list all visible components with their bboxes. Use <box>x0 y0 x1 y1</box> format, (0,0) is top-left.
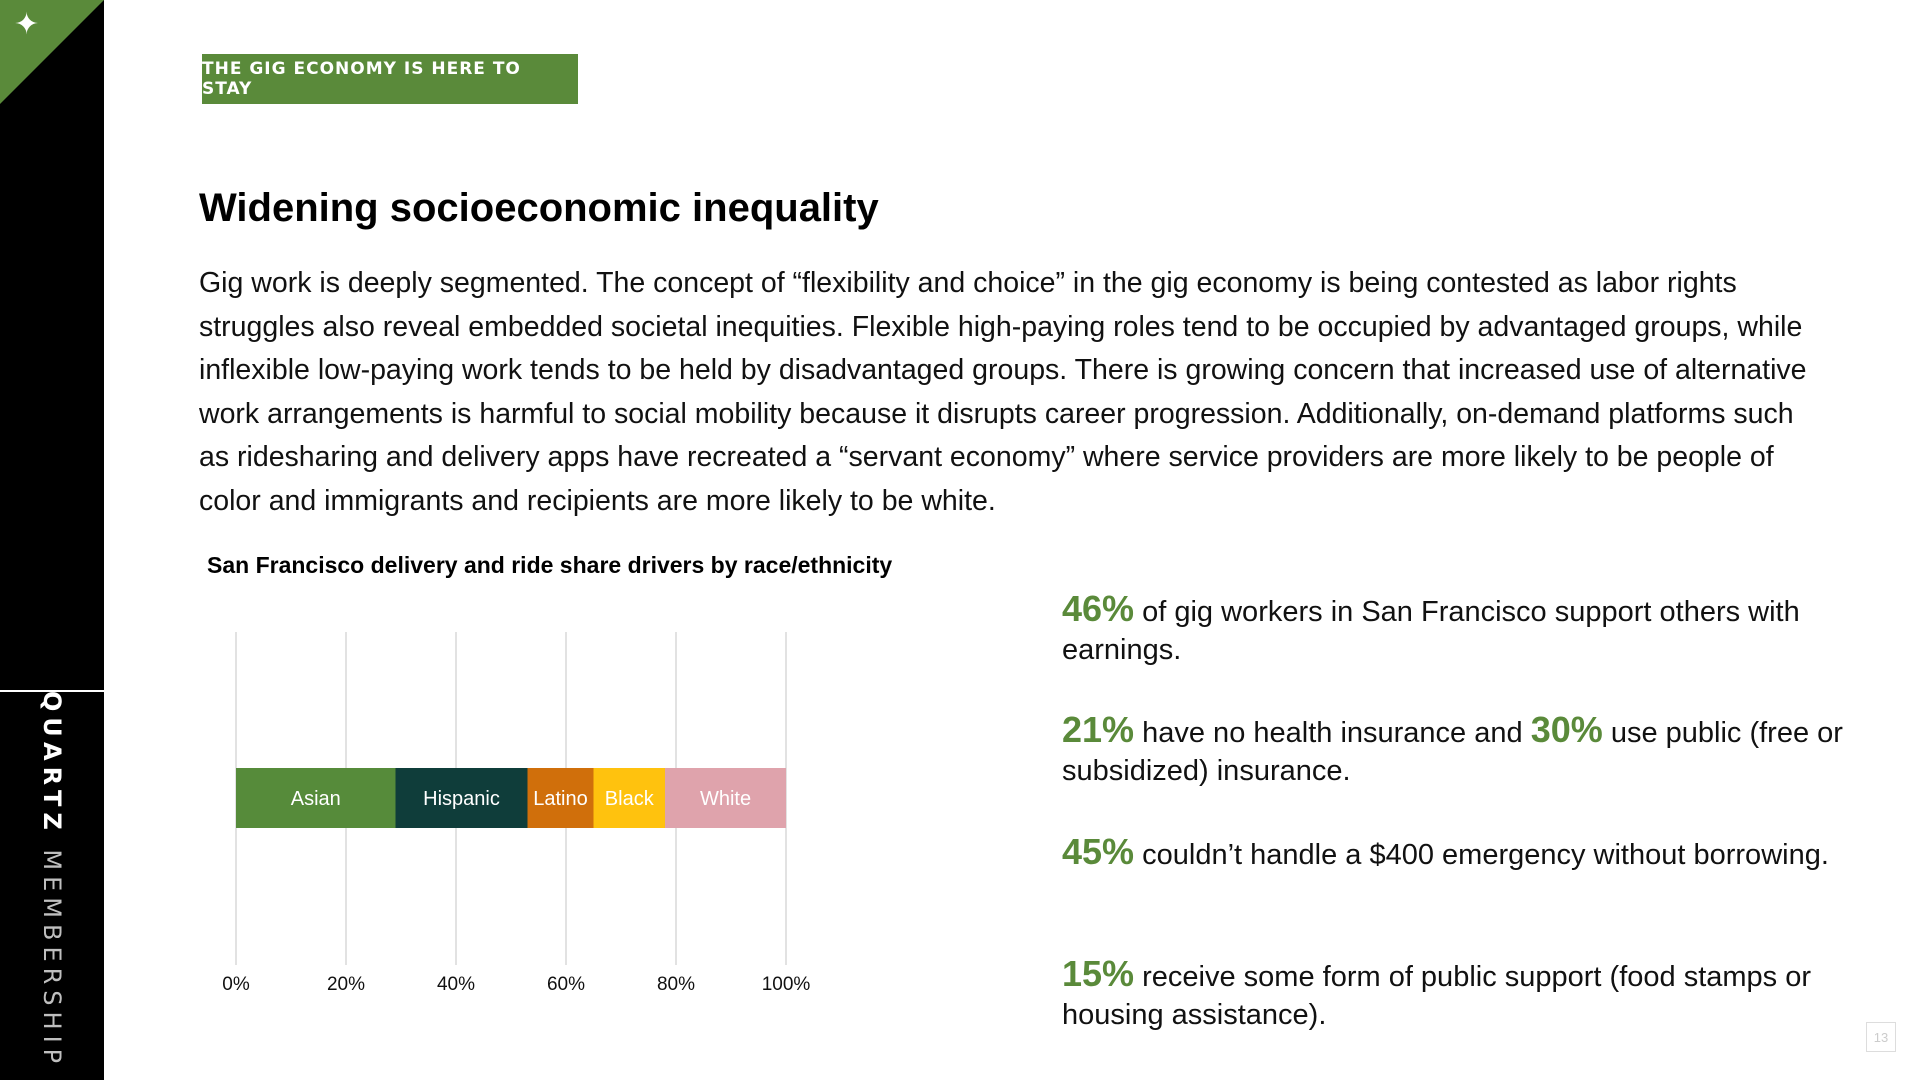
stat-percent: 46% <box>1062 588 1135 629</box>
x-tick-label: 40% <box>436 974 476 995</box>
stat-text-secondary: use public (free or subsidized) insurance. <box>1062 717 1843 787</box>
chart-title: San Francisco delivery and ride share drivers by race/ethnicity <box>207 552 893 578</box>
page-title: Widening socioeconomic inequality <box>199 186 879 230</box>
stat-text: of gig workers in San Francisco support others with earnings. <box>1062 596 1800 666</box>
stat-text: have no health insurance and <box>1134 717 1531 749</box>
star-icon: ✦ <box>14 7 40 42</box>
stat-percent-secondary: 30% <box>1530 709 1603 750</box>
x-tick-label: 20% <box>326 974 366 995</box>
stacked-bar-chart <box>200 620 850 1000</box>
section-tag: THE GIG ECONOMY IS HERE TO STAY <box>202 54 578 104</box>
bar-label: White <box>699 788 752 810</box>
stat-percent: 45% <box>1062 831 1135 872</box>
brand-suffix: MEMBERSHIP <box>38 849 66 1070</box>
bar-label: Hispanic <box>423 788 500 810</box>
x-tick-label: 80% <box>656 974 696 995</box>
stat-item <box>1062 590 1862 669</box>
page-number: 13 <box>1866 1022 1896 1052</box>
x-tick-label: 0% <box>222 974 250 995</box>
brand-name: QUARTZ <box>38 690 66 836</box>
x-tick-label: 60% <box>546 974 586 995</box>
bar-label: Black <box>604 788 654 810</box>
stat-percent: 15% <box>1062 953 1135 994</box>
brand-wordmark <box>38 691 66 1069</box>
stat-item <box>1062 711 1862 790</box>
x-tick-label: 100% <box>761 974 811 995</box>
stat-text: couldn’t handle a $400 emergency without borrowing. <box>1134 839 1829 871</box>
stat-percent: 21% <box>1062 709 1135 750</box>
stat-item <box>1062 833 1862 874</box>
bar-label: Asian <box>290 788 341 810</box>
stat-item <box>1062 955 1862 1034</box>
stat-text: receive some form of public support (food stamps or housing assistance). <box>1062 961 1812 1031</box>
bar-label: Latino <box>533 788 588 810</box>
body-paragraph: Gig work is deeply segmented. The concept of “flexibility and choice” in the gig economy is being contested as labor rights struggles also reveal embedded societal inequities. Flexible high-paying roles tend to be occupied by advantaged groups, while inflexible low-paying work tends to be held by disadvantaged groups. There is growing concern that increased use of alternative work arrangements is harmful to social mobility because it disrupts career progression. Additionally, on-demand platforms such as ridesharing and delivery apps have recreated a “servant economy” where service providers are more likely to be people of color and immigrants and recipients are more likely to be white. <box>199 267 1807 517</box>
sidebar <box>0 0 104 1080</box>
